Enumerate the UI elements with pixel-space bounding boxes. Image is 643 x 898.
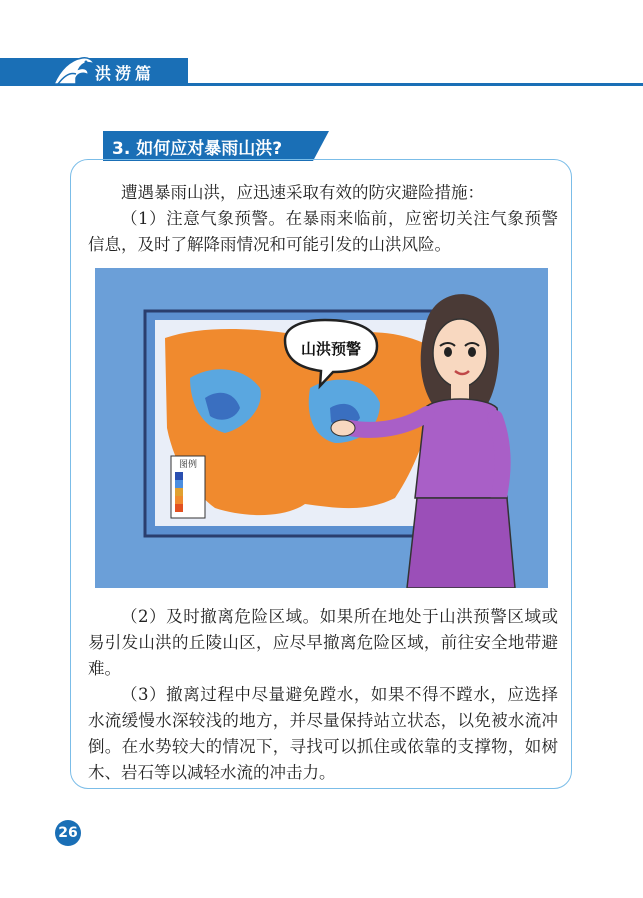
paragraph-step-2: （2）及时撤离危险区域。如果所在地处于山洪预警区域或易引发山洪的丘陵山区，应尽早撤离危险区域，前往安全地带避难。 bbox=[88, 607, 558, 678]
paragraph-step-1: （1）注意气象预警。在暴雨来临前，应密切关注气象预警信息，及时了解降雨情况和可能引发的山洪风险。 bbox=[88, 209, 558, 254]
chapter-title: 洪涝篇 bbox=[95, 64, 156, 83]
page-number: 26 bbox=[55, 820, 81, 846]
section-title: 3. 如何应对暴雨山洪? bbox=[112, 139, 283, 159]
weather-forecast-illustration bbox=[95, 268, 548, 588]
wave-logo-icon bbox=[52, 50, 96, 88]
speech-bubble-text: 山洪预警 bbox=[300, 340, 362, 358]
paragraph-intro: 遭遇暴雨山洪，应迅速采取有效的防灾避险措施： bbox=[121, 183, 484, 202]
presenter-hand bbox=[331, 420, 355, 436]
presenter-skirt bbox=[407, 498, 515, 588]
map-legend-label: 图例 bbox=[178, 460, 198, 470]
presenter-face bbox=[433, 319, 487, 387]
paragraph-step-3: （3）撤离过程中尽量避免蹚水，如果不得不蹚水，应选择水流缓慢水深较浅的地方，并尽量保持站立状态，以免被水流冲倒。在水势较大的情况下，寻找可以抓住或依靠的支撑物，如树木、岩石等以减轻水流的冲击力。 bbox=[88, 685, 558, 782]
